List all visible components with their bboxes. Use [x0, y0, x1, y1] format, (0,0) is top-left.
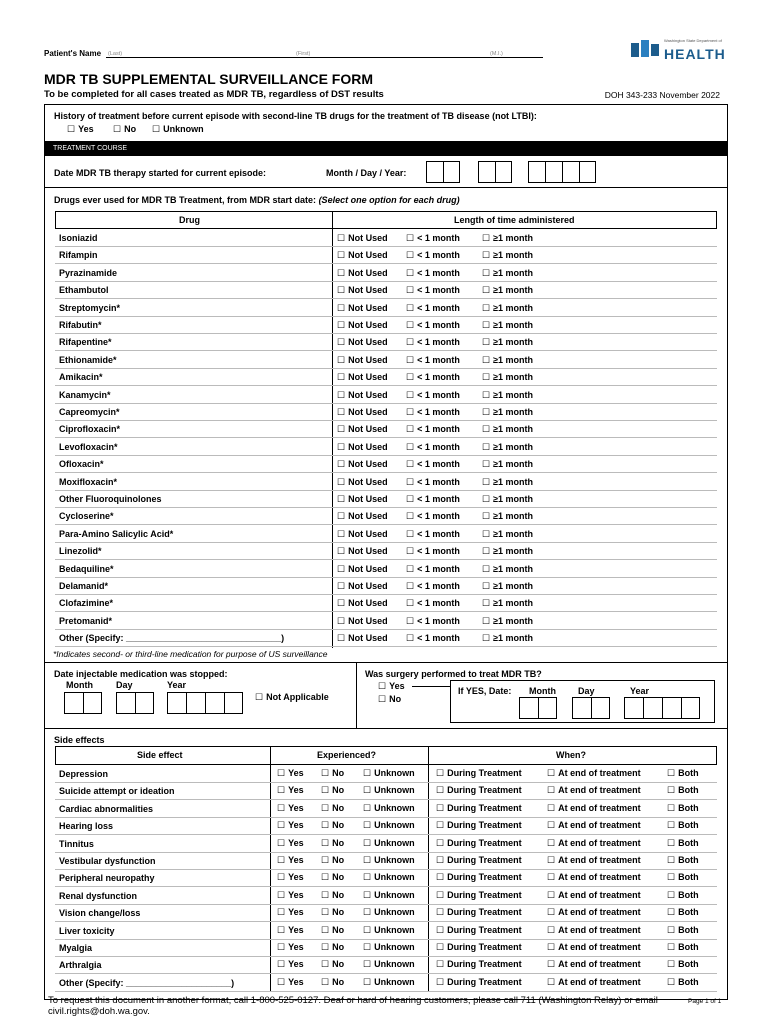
yes-option[interactable]: ☐ Yes — [277, 872, 304, 883]
side-effect-name: Myalgia — [59, 943, 93, 953]
ge-1-month-option[interactable]: ☐ ≥1 month — [482, 442, 533, 453]
drug-name: Capreomycin* — [59, 407, 120, 417]
lt-1-month-option[interactable]: ☐ < 1 month — [406, 564, 460, 575]
both-option[interactable]: ☐ Both — [667, 907, 699, 918]
not-used-option[interactable]: ☐ Not Used — [337, 372, 388, 383]
lt-1-month-option[interactable]: ☐ < 1 month — [406, 337, 460, 348]
side-effect-name: Vision change/loss — [59, 908, 141, 919]
last-name-hint: (Last) — [108, 51, 123, 57]
not-used-option[interactable]: ☐ Not Used — [337, 320, 388, 331]
unknown-option[interactable]: ☐ Unknown — [363, 838, 415, 849]
yes-option[interactable]: ☐ Yes — [277, 785, 304, 796]
yes-option[interactable]: ☐ Yes — [277, 890, 304, 901]
both-option[interactable]: ☐ Both — [667, 925, 699, 936]
unknown-option[interactable]: ☐ Unknown — [363, 785, 415, 796]
ge-1-month-option[interactable]: ☐ ≥1 month — [482, 477, 533, 488]
side-effect-row — [55, 975, 717, 992]
mi-hint: (M.I.) — [490, 51, 503, 57]
unknown-option[interactable]: ☐ Unknown — [363, 977, 415, 988]
no-option[interactable]: ☐ No — [321, 907, 344, 918]
yes-option[interactable]: ☐ Yes — [277, 977, 304, 988]
date-segment-box[interactable] — [116, 692, 154, 714]
surgery-label: Was surgery performed to treat MDR TB? — [365, 669, 542, 679]
side-effect-name: Other (Specify: _____________________) — [59, 977, 235, 988]
lt-1-month-option[interactable]: ☐ < 1 month — [406, 250, 460, 261]
lt-1-month-option[interactable]: ☐ < 1 month — [406, 581, 460, 592]
side-effect-row — [55, 905, 717, 922]
drug-name: Other Fluoroquinolones — [59, 494, 162, 504]
end-of-treatment-option[interactable]: ☐ At end of treatment — [547, 820, 641, 831]
date-digit-divider — [562, 162, 563, 182]
date-segment-box[interactable] — [572, 697, 610, 719]
drug-row — [55, 300, 717, 317]
first-name-hint: (First) — [296, 51, 311, 57]
both-option[interactable]: ☐ Both — [667, 855, 699, 866]
lt-1-month-option[interactable]: ☐ < 1 month — [406, 390, 460, 401]
drug-name: Levofloxacin* — [59, 441, 118, 452]
side-effect-name: Renal dysfunction — [59, 890, 138, 901]
lt-1-month-option[interactable]: ☐ < 1 month — [406, 320, 460, 331]
no-option[interactable]: ☐ No — [321, 890, 344, 901]
ge-1-month-option[interactable]: ☐ ≥1 month — [482, 320, 533, 331]
date-digit-divider — [591, 698, 592, 718]
if-yes-label: If YES, Date: — [458, 686, 512, 696]
side-effects-section: Side effects — [54, 735, 105, 745]
patient-name-input[interactable] — [106, 57, 543, 58]
drug-row — [55, 317, 717, 334]
drug-name: Other (Specify: _______________________________) — [59, 633, 285, 644]
drug-name: Clofazimine* — [59, 598, 114, 609]
ge-1-month-option[interactable]: ☐ ≥1 month — [482, 581, 533, 592]
during-treatment-option[interactable]: ☐ During Treatment — [436, 942, 522, 953]
mdy-label: Month / Day / Year: — [326, 168, 407, 178]
lt-1-month-option[interactable]: ☐ < 1 month — [406, 546, 460, 557]
ge-1-month-option[interactable]: ☐ ≥1 month — [482, 390, 533, 401]
lt-1-month-option[interactable]: ☐ < 1 month — [406, 407, 460, 418]
drugs-intro-italic: (Select one option for each drug) — [318, 195, 460, 205]
lt-1-month-option[interactable]: ☐ < 1 month — [406, 511, 460, 522]
drug-row — [55, 282, 717, 299]
side-effect-row — [55, 853, 717, 870]
ge-1-month-option[interactable]: ☐ ≥1 month — [482, 564, 533, 575]
not-used-option[interactable]: ☐ Not Used — [337, 581, 388, 592]
during-treatment-option[interactable]: ☐ During Treatment — [436, 803, 522, 814]
not-used-option[interactable]: ☐ Not Used — [337, 285, 388, 296]
injectable-label: Date injectable medication was stopped: — [54, 669, 228, 679]
patient-name-label: Patient's Name — [44, 49, 102, 58]
drug-name: Linezolid* — [59, 546, 102, 557]
side-effect-row — [55, 801, 717, 818]
lt-1-month-option[interactable]: ☐ < 1 month — [406, 616, 460, 627]
logo-text: HEALTH — [664, 46, 726, 62]
side-effect-row — [55, 766, 717, 783]
ge-1-month-option[interactable]: ☐ ≥1 month — [482, 407, 533, 418]
date-digit-divider — [643, 698, 644, 718]
surg-year: Year — [630, 686, 650, 696]
drug-name: Pretomanid* — [59, 615, 113, 626]
drug-row — [55, 491, 717, 508]
lt-1-month-option[interactable]: ☐ < 1 month — [406, 355, 460, 366]
lt-1-month-option[interactable]: ☐ < 1 month — [406, 459, 460, 470]
drug-row — [55, 265, 717, 282]
date-segment-box[interactable] — [528, 161, 596, 183]
side-effect-row — [55, 783, 717, 800]
side-effect-row — [55, 957, 717, 974]
unknown-option[interactable]: ☐ Unknown — [363, 855, 415, 866]
no-option[interactable]: ☐ No — [321, 768, 344, 779]
form-title: MDR TB SUPPLEMENTAL SURVEILLANCE FORM — [44, 71, 374, 87]
yes-option[interactable]: ☐ Yes — [277, 803, 304, 814]
both-option[interactable]: ☐ Both — [667, 959, 699, 970]
ge-1-month-option[interactable]: ☐ ≥1 month — [482, 546, 533, 557]
drug-row — [55, 230, 717, 247]
ge-1-month-option[interactable]: ☐ ≥1 month — [482, 233, 533, 244]
history-no[interactable]: ☐ No — [113, 124, 136, 135]
divider — [356, 662, 357, 728]
logo-icon — [630, 38, 662, 62]
surgery-yes[interactable]: ☐ Yes — [378, 681, 405, 692]
not-used-option[interactable]: ☐ Not Used — [337, 529, 388, 540]
yes-option[interactable]: ☐ Yes — [277, 855, 304, 866]
side-effect-name: Cardiac abnormalities — [59, 803, 154, 814]
not-used-option[interactable]: ☐ Not Used — [337, 233, 388, 244]
drug-name: Ethambutol — [59, 285, 109, 296]
side-effect-name: Depression — [59, 769, 109, 779]
end-of-treatment-option[interactable]: ☐ At end of treatment — [547, 907, 641, 918]
not-used-option[interactable]: ☐ Not Used — [337, 564, 388, 575]
divider — [45, 662, 727, 663]
side-effect-row — [55, 818, 717, 835]
no-option[interactable]: ☐ No — [321, 942, 344, 953]
yes-option[interactable]: ☐ Yes — [277, 925, 304, 936]
no-option[interactable]: ☐ No — [321, 872, 344, 883]
ge-1-month-option[interactable]: ☐ ≥1 month — [482, 598, 533, 609]
date-digit-divider — [186, 693, 187, 713]
inj-day: Day — [116, 680, 133, 690]
drug-name: Rifampin — [59, 250, 98, 261]
date-digit-divider — [83, 693, 84, 713]
surg-day: Day — [578, 686, 595, 696]
drug-header: Drug — [179, 215, 200, 225]
length-header: Length of time administered — [454, 215, 575, 225]
not-used-option[interactable]: ☐ Not Used — [337, 303, 388, 314]
date-digit-divider — [495, 162, 496, 182]
surveillance-note: *Indicates second- or third-line medication for purpose of US surveillance — [53, 649, 328, 659]
end-of-treatment-option[interactable]: ☐ At end of treatment — [547, 838, 641, 849]
connector — [412, 686, 450, 687]
during-treatment-option[interactable]: ☐ During Treatment — [436, 820, 522, 831]
drug-name: Rifapentine* — [59, 337, 112, 348]
date-digit-divider — [681, 698, 682, 718]
side-effect-name: Peripheral neuropathy — [59, 873, 155, 884]
not-used-option[interactable]: ☐ Not Used — [337, 546, 388, 557]
drug-table-header — [55, 211, 717, 229]
not-used-option[interactable]: ☐ Not Used — [337, 477, 388, 488]
unknown-option[interactable]: ☐ Unknown — [363, 959, 415, 970]
not-used-option[interactable]: ☐ Not Used — [337, 442, 388, 453]
drug-name: Isoniazid — [59, 233, 98, 243]
both-option[interactable]: ☐ Both — [667, 838, 699, 849]
divider — [45, 187, 727, 188]
unknown-option[interactable]: ☐ Unknown — [363, 925, 415, 936]
date-started-label: Date MDR TB therapy started for current episode: — [54, 168, 267, 178]
side-effect-row — [55, 940, 717, 957]
during-treatment-option[interactable]: ☐ During Treatment — [436, 959, 522, 970]
drug-name: Para-Amino Salicylic Acid* — [59, 528, 174, 539]
form-subtitle: To be completed for all cases treated as MDR TB, regardless of DST results — [44, 89, 384, 100]
unknown-option[interactable]: ☐ Unknown — [363, 768, 415, 779]
drugs-intro — [54, 195, 460, 205]
lt-1-month-option[interactable]: ☐ < 1 month — [406, 285, 460, 296]
during-treatment-option[interactable]: ☐ During Treatment — [436, 907, 522, 918]
end-of-treatment-option[interactable]: ☐ At end of treatment — [547, 855, 641, 866]
drug-name: Pyrazinamide — [59, 267, 118, 278]
page-number: Page 1 of 1 — [688, 998, 722, 1005]
drugs-intro-text: Drugs ever used for MDR TB Treatment, from MDR start date: — [54, 195, 317, 205]
drug-row — [55, 334, 717, 351]
side-effect-row — [55, 836, 717, 853]
inj-year: Year — [167, 680, 187, 690]
yes-option[interactable]: ☐ Yes — [277, 907, 304, 918]
during-treatment-option[interactable]: ☐ During Treatment — [436, 872, 522, 883]
ge-1-month-option[interactable]: ☐ ≥1 month — [482, 355, 533, 366]
lt-1-month-option[interactable]: ☐ < 1 month — [406, 303, 460, 314]
side-effect-row — [55, 888, 717, 905]
during-treatment-option[interactable]: ☐ During Treatment — [436, 785, 522, 796]
date-digit-divider — [135, 693, 136, 713]
not-used-option[interactable]: ☐ Not Used — [337, 250, 388, 261]
both-option[interactable]: ☐ Both — [667, 977, 699, 988]
both-option[interactable]: ☐ Both — [667, 820, 699, 831]
both-option[interactable]: ☐ Both — [667, 872, 699, 883]
date-segment-box[interactable] — [478, 161, 512, 183]
drug-name: Ethionamide* — [59, 354, 117, 365]
end-of-treatment-option[interactable]: ☐ At end of treatment — [547, 977, 641, 988]
patient-name-line — [44, 46, 544, 60]
lt-1-month-option[interactable]: ☐ < 1 month — [406, 233, 460, 244]
not-used-option[interactable]: ☐ Not Used — [337, 424, 388, 435]
side-col1: Side effect — [137, 750, 183, 760]
side-col2: Experienced? — [317, 750, 377, 760]
side-effect-name: Tinnitus — [59, 838, 94, 849]
ge-1-month-option[interactable]: ☐ ≥1 month — [482, 616, 533, 627]
yes-option[interactable]: ☐ Yes — [277, 768, 304, 779]
date-segment-box[interactable] — [519, 697, 557, 719]
lt-1-month-option[interactable]: ☐ < 1 month — [406, 372, 460, 383]
surg-month: Month — [529, 686, 556, 696]
both-option[interactable]: ☐ Both — [667, 890, 699, 901]
yes-option[interactable]: ☐ Yes — [277, 820, 304, 831]
not-used-option[interactable]: ☐ Not Used — [337, 598, 388, 609]
no-option[interactable]: ☐ No — [321, 785, 344, 796]
side-effect-name: Liver toxicity — [59, 925, 115, 936]
during-treatment-option[interactable]: ☐ During Treatment — [436, 890, 522, 901]
ge-1-month-option[interactable]: ☐ ≥1 month — [482, 529, 533, 540]
during-treatment-option[interactable]: ☐ During Treatment — [436, 838, 522, 849]
injectable-na[interactable]: ☐ Not Applicable — [255, 692, 329, 703]
drug-name: Delamanid* — [59, 581, 109, 591]
side-effect-name: Vestibular dysfunction — [59, 856, 156, 866]
date-segment-box[interactable] — [167, 692, 243, 714]
unknown-option[interactable]: ☐ Unknown — [363, 803, 415, 814]
ge-1-month-option[interactable]: ☐ ≥1 month — [482, 494, 533, 505]
date-segment-box[interactable] — [624, 697, 700, 719]
end-of-treatment-option[interactable]: ☐ At end of treatment — [547, 925, 641, 936]
lt-1-month-option[interactable]: ☐ < 1 month — [406, 494, 460, 505]
during-treatment-option[interactable]: ☐ During Treatment — [436, 977, 522, 988]
drug-name: Kanamycin* — [59, 389, 111, 400]
drug-row — [55, 247, 717, 264]
date-segment-box[interactable] — [426, 161, 460, 183]
ge-1-month-option[interactable]: ☐ ≥1 month — [482, 250, 533, 261]
side-effect-name: Suicide attempt or ideation — [59, 786, 175, 797]
ge-1-month-option[interactable]: ☐ ≥1 month — [482, 424, 533, 435]
ge-1-month-option[interactable]: ☐ ≥1 month — [482, 337, 533, 348]
lt-1-month-option[interactable]: ☐ < 1 month — [406, 442, 460, 453]
side-effect-name: Arthralgia — [59, 960, 102, 971]
no-option[interactable]: ☐ No — [321, 925, 344, 936]
no-option[interactable]: ☐ No — [321, 838, 344, 849]
ge-1-month-option[interactable]: ☐ ≥1 month — [482, 511, 533, 522]
drug-name: Bedaquiline* — [59, 563, 114, 574]
ge-1-month-option[interactable]: ☐ ≥1 month — [482, 459, 533, 470]
date-digit-divider — [538, 698, 539, 718]
drug-name: Streptomycin* — [59, 302, 121, 313]
drug-row — [55, 526, 717, 543]
end-of-treatment-option[interactable]: ☐ At end of treatment — [547, 785, 641, 796]
not-used-option[interactable]: ☐ Not Used — [337, 616, 388, 627]
treatment-course-bar: TREATMENT COURSE — [45, 141, 727, 156]
not-used-option[interactable]: ☐ Not Used — [337, 268, 388, 279]
drug-row — [55, 613, 717, 630]
drug-row — [55, 561, 717, 578]
unknown-option[interactable]: ☐ Unknown — [363, 942, 415, 953]
during-treatment-option[interactable]: ☐ During Treatment — [436, 925, 522, 936]
date-digit-divider — [224, 693, 225, 713]
not-used-option[interactable]: ☐ Not Used — [337, 355, 388, 366]
date-digit-divider — [443, 162, 444, 182]
ge-1-month-option[interactable]: ☐ ≥1 month — [482, 268, 533, 279]
doh-logo — [630, 38, 725, 62]
unknown-option[interactable]: ☐ Unknown — [363, 890, 415, 901]
both-option[interactable]: ☐ Both — [667, 803, 699, 814]
yes-option[interactable]: ☐ Yes — [277, 959, 304, 970]
date-segment-box[interactable] — [64, 692, 102, 714]
footer-text: To request this document in another format, call 1-800-525-0127. Deaf or hard of hearing customers, please call 711 (Washington Relay) or email civil.rights@doh.wa.gov. — [48, 995, 658, 1017]
drug-row — [55, 543, 717, 560]
side-effect-name: Hearing loss — [59, 821, 114, 832]
date-digit-divider — [579, 162, 580, 182]
drug-name: Ciprofloxacin* — [59, 424, 121, 435]
drug-row — [55, 456, 717, 473]
end-of-treatment-option[interactable]: ☐ At end of treatment — [547, 942, 641, 953]
drug-row — [55, 352, 717, 369]
drug-row — [55, 595, 717, 612]
end-of-treatment-option[interactable]: ☐ At end of treatment — [547, 872, 641, 883]
unknown-option[interactable]: ☐ Unknown — [363, 872, 415, 883]
drug-row — [55, 404, 717, 421]
not-used-option[interactable]: ☐ Not Used — [337, 511, 388, 522]
drug-row — [55, 369, 717, 386]
during-treatment-option[interactable]: ☐ During Treatment — [436, 768, 522, 779]
drug-name: Amikacin* — [59, 372, 103, 383]
yes-option[interactable]: ☐ Yes — [277, 942, 304, 953]
end-of-treatment-option[interactable]: ☐ At end of treatment — [547, 890, 641, 901]
drug-row — [55, 421, 717, 438]
drug-name: Cycloserine* — [59, 511, 114, 522]
drug-row — [55, 474, 717, 491]
ge-1-month-option[interactable]: ☐ ≥1 month — [482, 285, 533, 296]
no-option[interactable]: ☐ No — [321, 803, 344, 814]
no-option[interactable]: ☐ No — [321, 855, 344, 866]
not-used-option[interactable]: ☐ Not Used — [337, 337, 388, 348]
lt-1-month-option[interactable]: ☐ < 1 month — [406, 424, 460, 435]
lt-1-month-option[interactable]: ☐ < 1 month — [406, 477, 460, 488]
drug-row — [55, 439, 717, 456]
drug-row — [55, 387, 717, 404]
lt-1-month-option[interactable]: ☐ < 1 month — [406, 529, 460, 540]
not-used-option[interactable]: ☐ Not Used — [337, 390, 388, 401]
end-of-treatment-option[interactable]: ☐ At end of treatment — [547, 768, 641, 779]
yes-option[interactable]: ☐ Yes — [277, 838, 304, 849]
lt-1-month-option[interactable]: ☐ < 1 month — [406, 633, 460, 644]
date-digit-divider — [662, 698, 663, 718]
date-digit-divider — [205, 693, 206, 713]
no-option[interactable]: ☐ No — [321, 820, 344, 831]
side-effect-row — [55, 923, 717, 940]
both-option[interactable]: ☐ Both — [667, 785, 699, 796]
inj-month: Month — [66, 680, 93, 690]
drug-row — [55, 508, 717, 525]
ge-1-month-option[interactable]: ☐ ≥1 month — [482, 303, 533, 314]
not-used-option[interactable]: ☐ Not Used — [337, 494, 388, 505]
drug-name: Ofloxacin* — [59, 459, 104, 470]
drug-row — [55, 578, 717, 595]
both-option[interactable]: ☐ Both — [667, 768, 699, 779]
unknown-option[interactable]: ☐ Unknown — [363, 820, 415, 831]
both-option[interactable]: ☐ Both — [667, 942, 699, 953]
history-yes[interactable]: ☐ Yes — [67, 124, 94, 135]
side-col3: When? — [556, 750, 586, 760]
history-unknown[interactable]: ☐ Unknown — [152, 124, 204, 135]
not-used-option[interactable]: ☐ Not Used — [337, 407, 388, 418]
date-digit-divider — [545, 162, 546, 182]
end-of-treatment-option[interactable]: ☐ At end of treatment — [547, 803, 641, 814]
unknown-option[interactable]: ☐ Unknown — [363, 907, 415, 918]
lt-1-month-option[interactable]: ☐ < 1 month — [406, 268, 460, 279]
no-option[interactable]: ☐ No — [321, 977, 344, 988]
not-used-option[interactable]: ☐ Not Used — [337, 459, 388, 470]
ge-1-month-option[interactable]: ☐ ≥1 month — [482, 633, 533, 644]
surgery-no[interactable]: ☐ No — [378, 694, 401, 705]
during-treatment-option[interactable]: ☐ During Treatment — [436, 855, 522, 866]
not-used-option[interactable]: ☐ Not Used — [337, 633, 388, 644]
drug-name: Rifabutin* — [59, 320, 102, 330]
doc-number: DOH 343-233 November 2022 — [604, 90, 720, 100]
ge-1-month-option[interactable]: ☐ ≥1 month — [482, 372, 533, 383]
divider — [45, 728, 727, 729]
drug-name: Moxifloxacin* — [59, 476, 118, 487]
side-effect-row — [55, 870, 717, 887]
end-of-treatment-option[interactable]: ☐ At end of treatment — [547, 959, 641, 970]
history-question: History of treatment before current episode with second-line TB drugs for the treatment of TB disease (not LTBI): — [54, 111, 537, 121]
logo-top-text: Washington State Department of — [664, 38, 722, 43]
no-option[interactable]: ☐ No — [321, 959, 344, 970]
drug-row — [55, 630, 717, 647]
lt-1-month-option[interactable]: ☐ < 1 month — [406, 598, 460, 609]
